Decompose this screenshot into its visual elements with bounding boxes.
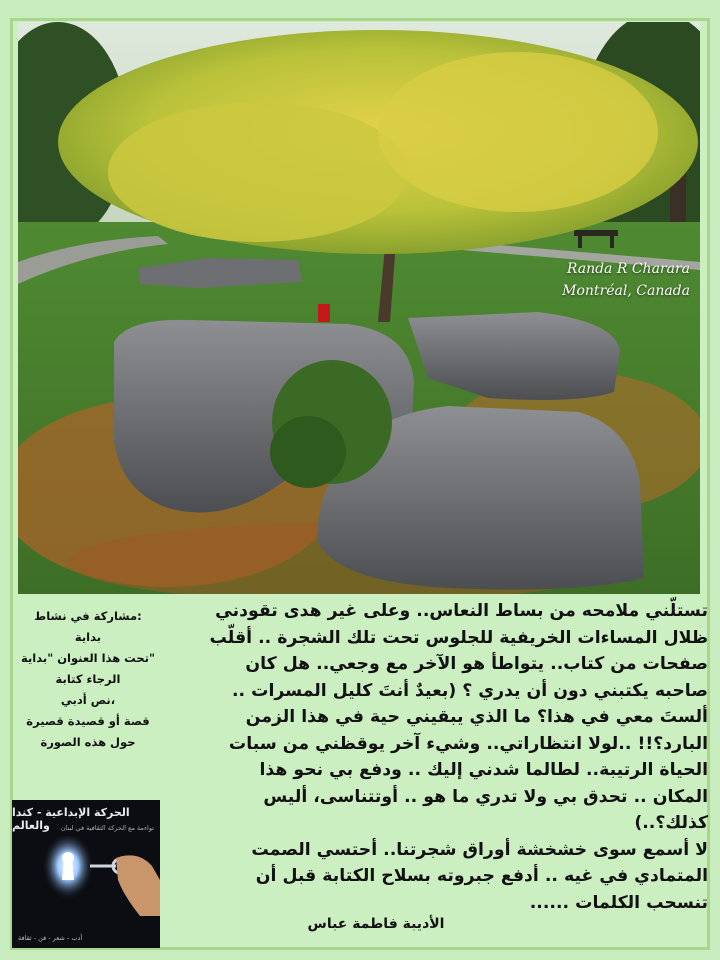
sidebar-line: الرجاء كتابة (55, 672, 121, 686)
sidebar-line: تحت هذا العنوان "بداية" (21, 651, 155, 665)
photo-credit-location: Montréal, Canada (562, 283, 690, 299)
poem-line: ظلال المساءات الخريفية للجلوس تحت تلك الشجرة .. أقلّب (209, 627, 708, 648)
creative-movement-logo (12, 800, 160, 948)
poem-line: تستلّني ملامحه من بساط النعاس.. وعلى غير هدى تقودني (215, 601, 708, 621)
author-signature: الأديبة فاطمة عباس (307, 916, 445, 932)
sidebar-line: بداية (74, 630, 102, 644)
poem-line: البارد؟!! ..لولا انتظاراتي.. وشيء آخر يوقظني من سبات (228, 733, 708, 754)
poem-line: المكان .. تحدق بي ولا تدري ما هو .. أوتتناسى، أليس (263, 786, 708, 807)
poem-line: لا أسمع سوى خشخشة أوراق شجرتنا.. أحتسي الصمت (251, 839, 708, 860)
sidebar-line: حول هذه الصورة (40, 735, 136, 749)
poem-line: المتمادي في غيه .. أدفع جبروته بسلاح الكتابة قبل أن (255, 866, 708, 886)
photo-credit (562, 258, 690, 302)
activity-sidebar (18, 606, 158, 786)
logo-footer: أدب - شعر - فن - ثقافة (18, 934, 83, 942)
logo-title: الحركة الإبداعية - كندا والعالم (12, 806, 130, 832)
poem-line: ألستَ معي في هذا؟ ما الذي يبقيني حية في هذا الزمن (245, 707, 708, 727)
keyhole-hand-icon (12, 836, 160, 932)
logo-subtitle: تواءمة مع الحركة الثقافية في لبنان (60, 824, 154, 832)
poem-line: كذلك؟..) (634, 813, 708, 833)
poem-text (164, 598, 708, 948)
park-scene-illustration (18, 22, 700, 594)
poem-line: صاحبه يكتبني دون أن يدري ؟ (بعيدٌ أنتَ كليل المسرات .. (231, 680, 708, 701)
poem-line: صفحات من كتاب.. يتواطأ هو الآخر مع وجعي.. هل كان (245, 654, 708, 674)
park-photo (18, 22, 700, 594)
sidebar-line: قصة أو قصيدة قصيرة (26, 714, 150, 728)
poem-line: الحياة الرتيبة.. لطالما شدني إليك .. ودفع بي نحو هذا (259, 760, 708, 780)
poem-line: تنسحب الكلمات ...... (529, 892, 708, 913)
photo-credit-name: Randa R Charara (566, 261, 690, 277)
sidebar-line: نص أدبي، (60, 693, 116, 707)
sidebar-line: مشاركة في نشاط: (34, 609, 142, 623)
